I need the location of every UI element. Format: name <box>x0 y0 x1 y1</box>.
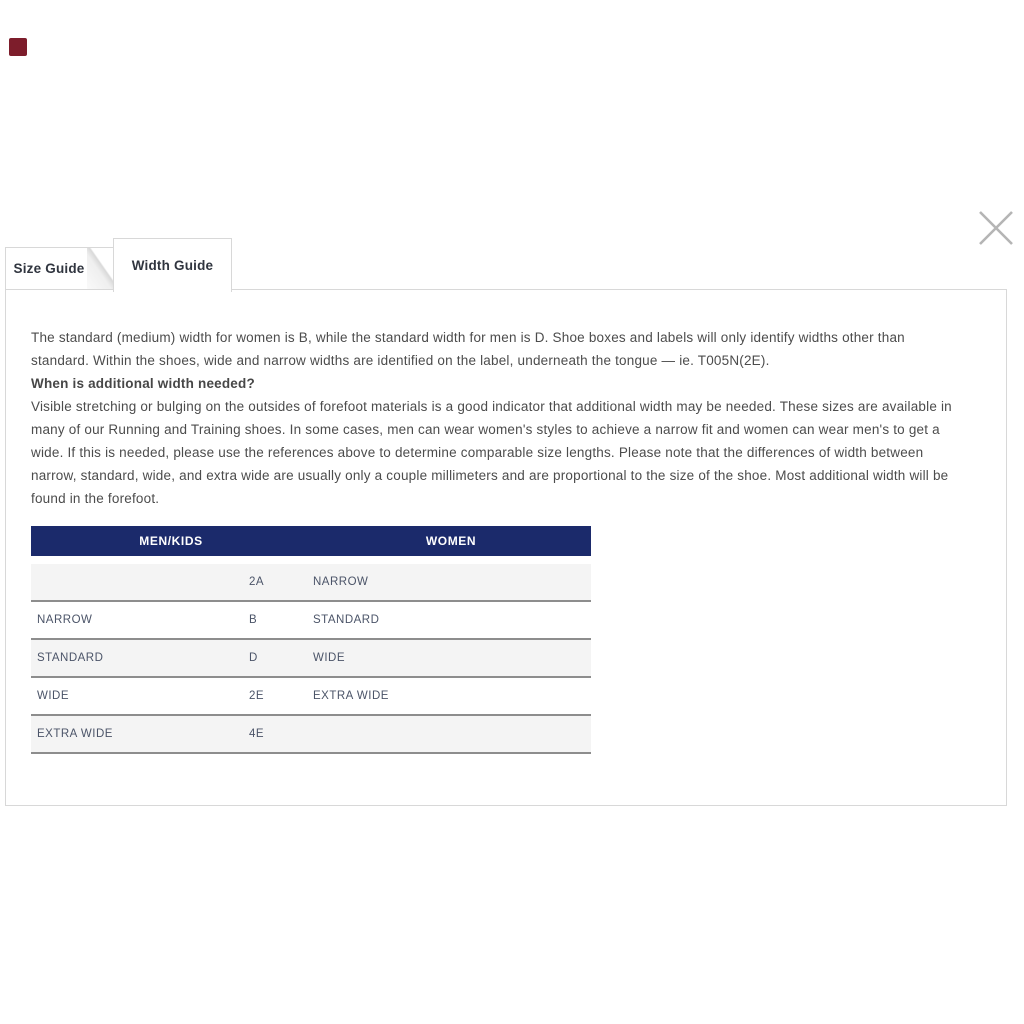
cell-men: NARROW <box>37 614 93 626</box>
body-paragraph: Visible stretching or bulging on the outsides of forefoot materials is a good indicator that additional width may be needed. These sizes are available in many of our Running and Training shoes. In some cases, men can wear women's styles to achieve a narrow fit and women can wear men's to get a wide. If this is needed, please use the references above to determine comparable size lengths. Please note that the differences of width between narrow, standard, wide, and extra wide are usually only a couple millimeters and are proportional to the size of the shoe. Most additional width will be found in the forefoot. <box>31 399 952 506</box>
table-row <box>31 602 591 640</box>
cell-men: EXTRA WIDE <box>37 728 113 740</box>
cell-women: WIDE <box>313 652 346 664</box>
table-row <box>31 564 591 602</box>
close-button[interactable] <box>977 209 1015 247</box>
cell-code: B <box>249 614 258 626</box>
header-men-kids: MEN/KIDS <box>139 534 203 548</box>
cell-code: 2A <box>249 576 265 588</box>
table-row <box>31 716 591 754</box>
cell-men: STANDARD <box>37 652 104 664</box>
close-icon <box>977 235 1015 250</box>
width-table-header <box>31 526 591 556</box>
table-row <box>31 640 591 678</box>
width-table <box>31 526 591 754</box>
cell-men: WIDE <box>37 690 70 702</box>
tab-size-guide-label: Size Guide <box>13 261 85 276</box>
intro-paragraph: The standard (medium) width for women is B, while the standard width for men is D. Shoe boxes and labels will only identify widths other than standard. Within the shoes, wide and narrow widths are identified on the label, underneath the tongue — ie. T005N(2E). <box>31 330 905 368</box>
cell-code: 2E <box>249 690 265 702</box>
cell-code: 4E <box>249 728 265 740</box>
tab-width-guide[interactable] <box>113 238 232 292</box>
width-guide-panel <box>5 289 1007 806</box>
tab-width-guide-label: Width Guide <box>131 258 214 273</box>
header-women: WOMEN <box>425 534 477 548</box>
additional-width-section <box>31 372 961 510</box>
question-heading: When is additional width needed? <box>31 376 255 391</box>
cell-women: STANDARD <box>313 614 380 626</box>
cell-women: NARROW <box>313 576 369 588</box>
table-row <box>31 678 591 716</box>
table-header-gap <box>31 556 591 564</box>
tab-size-guide[interactable] <box>5 247 117 290</box>
product-color-swatch <box>9 38 27 56</box>
cell-women: EXTRA WIDE <box>313 690 389 702</box>
cell-code: D <box>249 652 258 664</box>
